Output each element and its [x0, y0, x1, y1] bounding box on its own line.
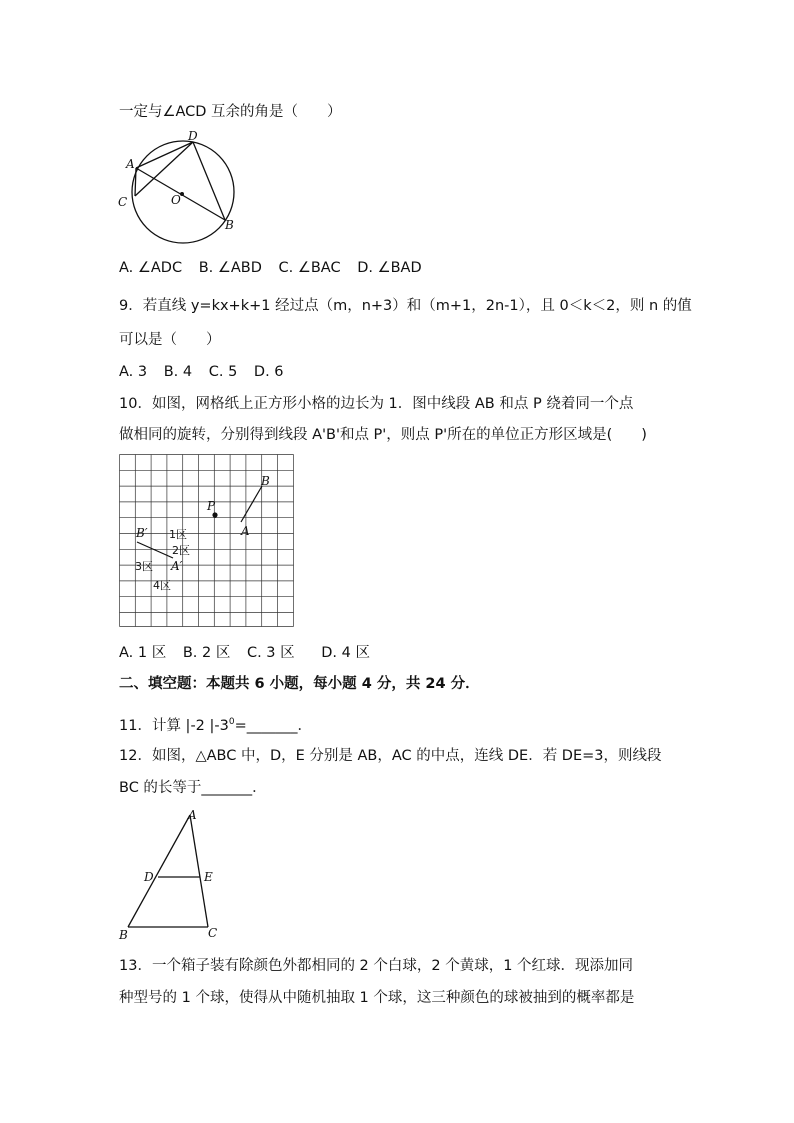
segment-ab	[128, 815, 190, 927]
label-b: B	[261, 474, 270, 488]
label-b: B	[225, 218, 234, 232]
label-c: C	[118, 195, 128, 209]
label-c: C	[208, 926, 218, 940]
label-a-prime: A′	[171, 559, 183, 573]
q13-line-1: 13．一个箱子装有除颜色外都相同的 2 个白球，2 个黄球，1 个红球．现添加同	[119, 958, 634, 974]
label-a: A	[241, 524, 250, 538]
point-p	[212, 512, 217, 517]
segment-ab	[241, 486, 262, 522]
label-d: D	[188, 129, 198, 143]
segment-ad	[136, 142, 193, 168]
circle-o	[132, 141, 234, 243]
q11-line	[119, 712, 312, 736]
q12-line-1: 12．如图，△ABC 中，D，E 分别是 AB，AC 的中点，连线 DE．若 DE=3，则线段	[119, 748, 662, 764]
q9-line-2: 可以是（ ）	[119, 332, 221, 348]
label-e: E	[204, 870, 213, 884]
q10-line-2: 做相同的旋转，分别得到线段 A'B'和点 P'，则点 P'所在的单位正方形区域是( )	[119, 427, 647, 443]
q10-grid-figure	[119, 454, 295, 628]
q12-triangle-figure	[116, 805, 226, 943]
q13-line-2: 种型号的 1 个球，使得从中随机抽取 1 个球，这三种颜色的球被抽到的概率都是	[119, 990, 635, 1006]
q11-superscript: 0	[228, 717, 235, 727]
q11-text-before: 11．计算 |-2 |-3	[119, 717, 229, 734]
label-a: A	[126, 157, 135, 171]
q10-line-1: 10．如图，网格纸上正方形小格的边长为 1．图中线段 AB 和点 P 绕着同一个点	[119, 396, 634, 412]
q10-options	[119, 643, 382, 663]
q8-options	[119, 258, 434, 278]
region-3: 3区	[135, 560, 153, 573]
label-p: P	[207, 499, 216, 513]
q8-option-c[interactable]: C. ∠BAC	[278, 260, 341, 276]
label-d: D	[144, 870, 154, 884]
q9-option-b[interactable]: B. 4	[163, 364, 193, 380]
section-2-heading: 二、填空题：本题共 6 小题，每小题 4 分，共 24 分．	[119, 676, 480, 692]
q10-option-a[interactable]: A. 1 区	[119, 645, 167, 661]
segment-cd	[135, 142, 193, 196]
label-b: B	[119, 928, 128, 942]
region-2: 2区	[172, 544, 190, 557]
segment-a-prime-b-prime	[137, 542, 173, 558]
q8-stem-tail: 一定与∠ACD 互余的角是（ ）	[119, 104, 342, 120]
q10-option-b[interactable]: B. 2 区	[182, 645, 231, 661]
q8-option-a[interactable]: A. ∠ADC	[119, 260, 183, 276]
label-b-prime: B′	[136, 526, 148, 540]
segment-db	[193, 142, 225, 220]
region-4: 4区	[153, 579, 171, 592]
q8-option-d[interactable]: D. ∠BAD	[357, 260, 422, 276]
q10-option-d[interactable]: D. 4 区	[321, 645, 370, 661]
q9-line-1: 9．若直线 y=kx+k+1 经过点（m，n+3）和（m+1，2n-1），且 0＜k＜2，则 n 的值	[119, 298, 692, 314]
label-a: A	[188, 808, 197, 822]
q11-text-after: =_______．	[234, 717, 312, 734]
label-o: O	[171, 193, 181, 207]
q9-option-a[interactable]: A. 3	[119, 364, 148, 380]
q9-option-d[interactable]: D. 6	[253, 364, 284, 380]
q10-option-c[interactable]: C. 3 区	[246, 645, 295, 661]
q8-circle-figure	[112, 128, 242, 248]
region-1: 1区	[169, 528, 187, 541]
q9-option-c[interactable]: C. 5	[208, 364, 238, 380]
q8-option-b[interactable]: B. ∠ABD	[198, 260, 262, 276]
q9-options	[119, 362, 296, 382]
q12-line-2: BC 的长等于_______．	[119, 780, 267, 796]
segment-ac	[135, 168, 136, 196]
